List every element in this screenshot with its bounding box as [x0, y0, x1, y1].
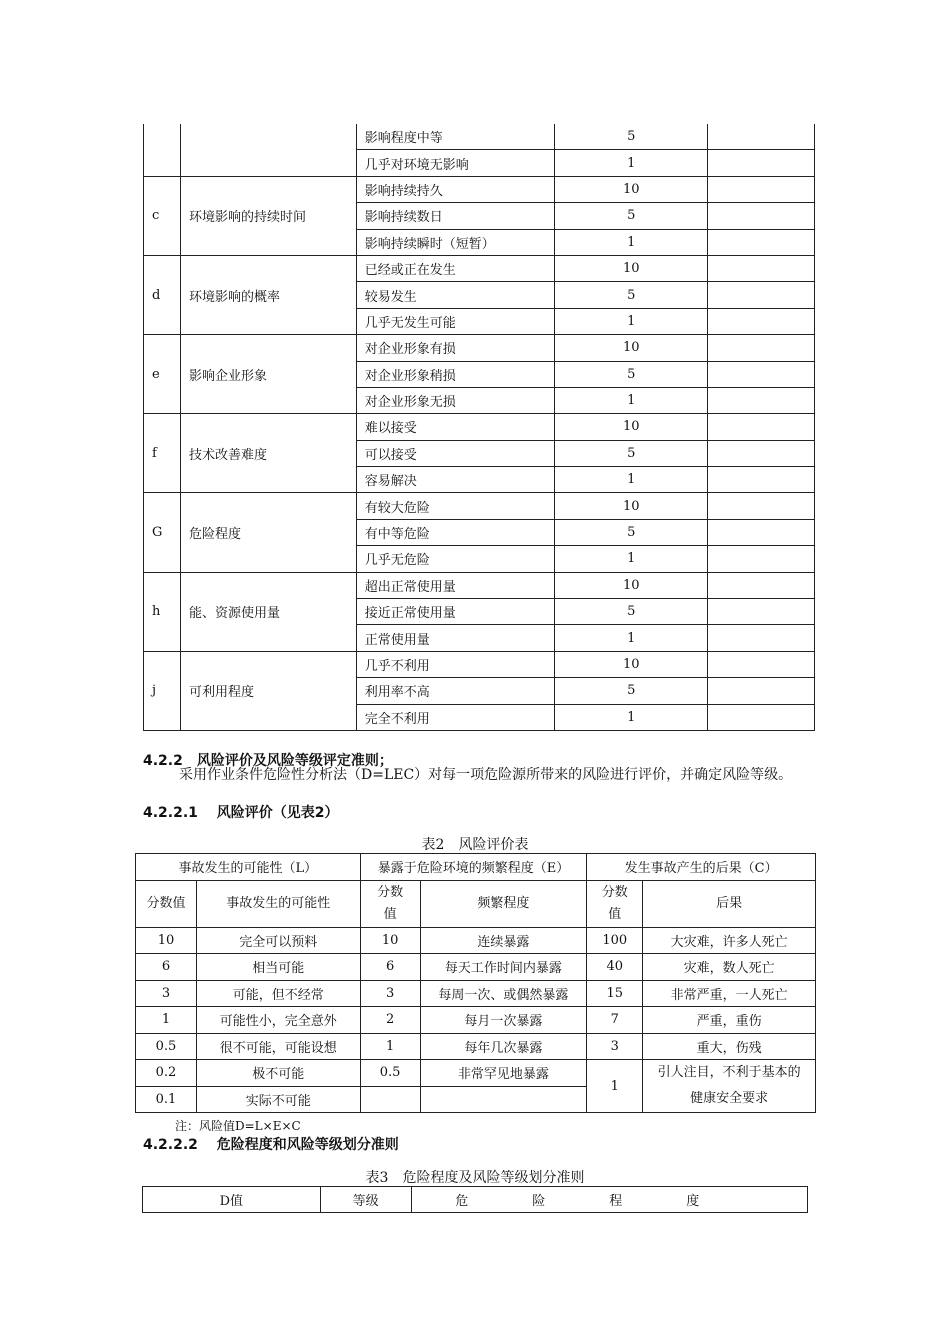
empty-cell: [708, 176, 815, 202]
empty-cell: [708, 282, 815, 308]
factor-desc: 几乎无危险: [356, 546, 555, 572]
table2-caption: 表2 风险评价表: [421, 837, 529, 853]
factor-name: [180, 124, 356, 176]
c-score: 15: [587, 980, 643, 1007]
factor-name: 技术改善难度: [180, 414, 356, 493]
section-heading-4-2-2-1: 4.2.2.1 风险评价（见表2）: [143, 805, 339, 821]
factor-code: e: [144, 335, 181, 414]
l-score: 10: [136, 927, 197, 954]
section-paragraph: 采用作业条件危险性分析法（D=LEC）对每一项危险源所带来的风险进行评价，并确定风险等级。: [179, 767, 793, 783]
factor-code: [144, 124, 181, 176]
factor-score: 10: [555, 572, 708, 598]
risk-level-criteria-table: [142, 1186, 808, 1213]
factor-score: 1: [555, 625, 708, 651]
e-desc: 每周一次、或偶然暴露: [420, 980, 587, 1007]
factor-desc: 较易发生: [356, 282, 555, 308]
empty-cell: [708, 467, 815, 493]
l-desc: 实际不可能: [196, 1086, 360, 1113]
table-row: [136, 980, 816, 1007]
empty-cell: [708, 599, 815, 625]
l-score: 3: [136, 980, 197, 1007]
sub-header: 分数值: [136, 880, 197, 927]
factor-name: 环境影响的持续时间: [180, 176, 356, 255]
factor-code: j: [144, 651, 181, 730]
empty-cell: [708, 124, 815, 150]
factor-code: c: [144, 176, 181, 255]
c-score: 7: [587, 1007, 643, 1034]
factor-desc: 对企业形象无损: [356, 387, 555, 413]
factor-desc: 容易解决: [356, 467, 555, 493]
group-header-l: 事故发生的可能性（L）: [136, 854, 361, 881]
header-danger-degree: 危险程度: [411, 1187, 807, 1213]
table-row: [144, 124, 815, 150]
empty-cell: [708, 704, 815, 730]
factor-name: 环境影响的概率: [180, 255, 356, 334]
factor-desc: 可以接受: [356, 440, 555, 466]
factor-score: 1: [555, 467, 708, 493]
table3-caption: 表3 危险程度及风险等级划分准则: [365, 1170, 585, 1186]
table-row: [136, 954, 816, 981]
group-header-e: 暴露于危险环境的频繁程度（E）: [360, 854, 587, 881]
e-score: 6: [360, 954, 420, 981]
factor-desc: 已经或正在发生: [356, 255, 555, 281]
table-row: [144, 414, 815, 440]
l-score: 0.1: [136, 1086, 197, 1113]
l-desc: 可能性小，完全意外: [196, 1007, 360, 1034]
empty-cell: [708, 440, 815, 466]
table-row: [144, 255, 815, 281]
factor-desc: 超出正常使用量: [356, 572, 555, 598]
l-desc: 极不可能: [196, 1060, 360, 1087]
factor-code: d: [144, 255, 181, 334]
group-header-c: 发生事故产生的后果（C）: [587, 854, 816, 881]
factor-desc: 影响持续持久: [356, 176, 555, 202]
factor-score: 1: [555, 546, 708, 572]
e-desc: 非常罕见地暴露: [420, 1060, 587, 1087]
sub-header: 分数值: [360, 880, 420, 927]
c-desc: 灾难，数人死亡: [643, 954, 816, 981]
factor-code: G: [144, 493, 181, 572]
empty-cell: [708, 335, 815, 361]
sub-header: 事故发生的可能性: [196, 880, 360, 927]
empty-cell: [708, 678, 815, 704]
factor-score: 1: [555, 229, 708, 255]
e-desc: 每年几次暴露: [420, 1033, 587, 1060]
table-row: [136, 927, 816, 954]
factor-desc: 几乎对环境无影响: [356, 150, 555, 176]
factor-score: 1: [555, 704, 708, 730]
factor-desc: 对企业形象稍损: [356, 361, 555, 387]
empty-cell: [708, 546, 815, 572]
e-desc: [420, 1086, 587, 1113]
empty-cell: [708, 493, 815, 519]
c-score: 3: [587, 1033, 643, 1060]
empty-cell: [708, 229, 815, 255]
factor-name: 影响企业形象: [180, 335, 356, 414]
empty-cell: [708, 625, 815, 651]
empty-cell: [708, 414, 815, 440]
l-score: 6: [136, 954, 197, 981]
l-desc: 可能，但不经常: [196, 980, 360, 1007]
c-desc: 大灾难，许多人死亡: [643, 927, 816, 954]
factor-code: h: [144, 572, 181, 651]
factor-score: 5: [555, 678, 708, 704]
empty-cell: [708, 150, 815, 176]
factor-code: f: [144, 414, 181, 493]
table-row: [144, 335, 815, 361]
header-level: 等级: [320, 1187, 411, 1213]
factor-score: 10: [555, 651, 708, 677]
environment-factor-table: [143, 124, 815, 731]
factor-desc: 几乎无发生可能: [356, 308, 555, 334]
factor-desc: 难以接受: [356, 414, 555, 440]
factor-score: 10: [555, 414, 708, 440]
c-desc: 非常严重，一人死亡: [643, 980, 816, 1007]
table-row: [136, 1033, 816, 1060]
factor-score: 5: [555, 361, 708, 387]
empty-cell: [708, 519, 815, 545]
e-desc: 连续暴露: [420, 927, 587, 954]
table-row: [136, 1007, 816, 1034]
factor-score: 1: [555, 150, 708, 176]
sub-header: 频繁程度: [420, 880, 587, 927]
factor-score: 10: [555, 255, 708, 281]
empty-cell: [708, 255, 815, 281]
empty-cell: [708, 572, 815, 598]
factor-name: 危险程度: [180, 493, 356, 572]
factor-desc: 接近正常使用量: [356, 599, 555, 625]
factor-desc: 对企业形象有损: [356, 335, 555, 361]
factor-desc: 有较大危险: [356, 493, 555, 519]
factor-desc: 有中等危险: [356, 519, 555, 545]
factor-name: 能、资源使用量: [180, 572, 356, 651]
e-score: 3: [360, 980, 420, 1007]
c-score: 100: [587, 927, 643, 954]
table-row: [143, 1187, 808, 1213]
e-score: 2: [360, 1007, 420, 1034]
sub-header: 分数值: [587, 880, 643, 927]
empty-cell: [708, 361, 815, 387]
factor-desc: 影响持续瞬时（短暂）: [356, 229, 555, 255]
c-score: 1: [587, 1060, 643, 1113]
c-desc-line: 健康安全要求: [690, 1091, 769, 1106]
factor-desc: 影响程度中等: [356, 124, 555, 150]
factor-desc: 影响持续数日: [356, 203, 555, 229]
factor-score: 5: [555, 124, 708, 150]
c-desc: 重大，伤残: [643, 1033, 816, 1060]
l-desc: 很不可能，可能设想: [196, 1033, 360, 1060]
factor-desc: 完全不利用: [356, 704, 555, 730]
empty-cell: [708, 651, 815, 677]
factor-score: 10: [555, 335, 708, 361]
e-score: 0.5: [360, 1060, 420, 1087]
empty-cell: [708, 387, 815, 413]
table2-note: 注：风险值D=L×E×C: [175, 1119, 301, 1133]
c-desc: 严重，重伤: [643, 1007, 816, 1034]
table-row: [144, 493, 815, 519]
factor-desc: 几乎不利用: [356, 651, 555, 677]
header-d-value: D值: [143, 1187, 321, 1213]
section-heading-4-2-2: 4.2.2 风险评价及风险等级评定准则；: [143, 753, 393, 769]
section-heading-4-2-2-2: 4.2.2.2 危险程度和风险等级划分准则: [143, 1137, 399, 1153]
l-score: 0.2: [136, 1060, 197, 1087]
factor-score: 1: [555, 387, 708, 413]
c-desc-multiline: [643, 1060, 816, 1113]
factor-score: 10: [555, 493, 708, 519]
risk-evaluation-table: [135, 853, 816, 1113]
e-desc: 每月一次暴露: [420, 1007, 587, 1034]
e-score: [360, 1086, 420, 1113]
l-desc: 完全可以预料: [196, 927, 360, 954]
table-row: [144, 651, 815, 677]
factor-desc: 利用率不高: [356, 678, 555, 704]
c-score: 40: [587, 954, 643, 981]
e-desc: 每天工作时间内暴露: [420, 954, 587, 981]
empty-cell: [708, 308, 815, 334]
e-score: 10: [360, 927, 420, 954]
l-score: 1: [136, 1007, 197, 1034]
e-score: 1: [360, 1033, 420, 1060]
c-desc-line: 引人注目，不利于基本的: [657, 1065, 801, 1080]
factor-score: 5: [555, 599, 708, 625]
l-desc: 相当可能: [196, 954, 360, 981]
factor-score: 5: [555, 519, 708, 545]
factor-score: 10: [555, 176, 708, 202]
empty-cell: [708, 203, 815, 229]
table-row: [136, 880, 816, 927]
factor-name: 可利用程度: [180, 651, 356, 730]
factor-score: 1: [555, 308, 708, 334]
factor-score: 5: [555, 440, 708, 466]
l-score: 0.5: [136, 1033, 197, 1060]
sub-header: 后果: [643, 880, 816, 927]
table-row: [144, 572, 815, 598]
table-row: [144, 176, 815, 202]
factor-score: 5: [555, 203, 708, 229]
factor-desc: 正常使用量: [356, 625, 555, 651]
factor-score: 5: [555, 282, 708, 308]
table-row: [136, 854, 816, 881]
table-row: [136, 1060, 816, 1087]
